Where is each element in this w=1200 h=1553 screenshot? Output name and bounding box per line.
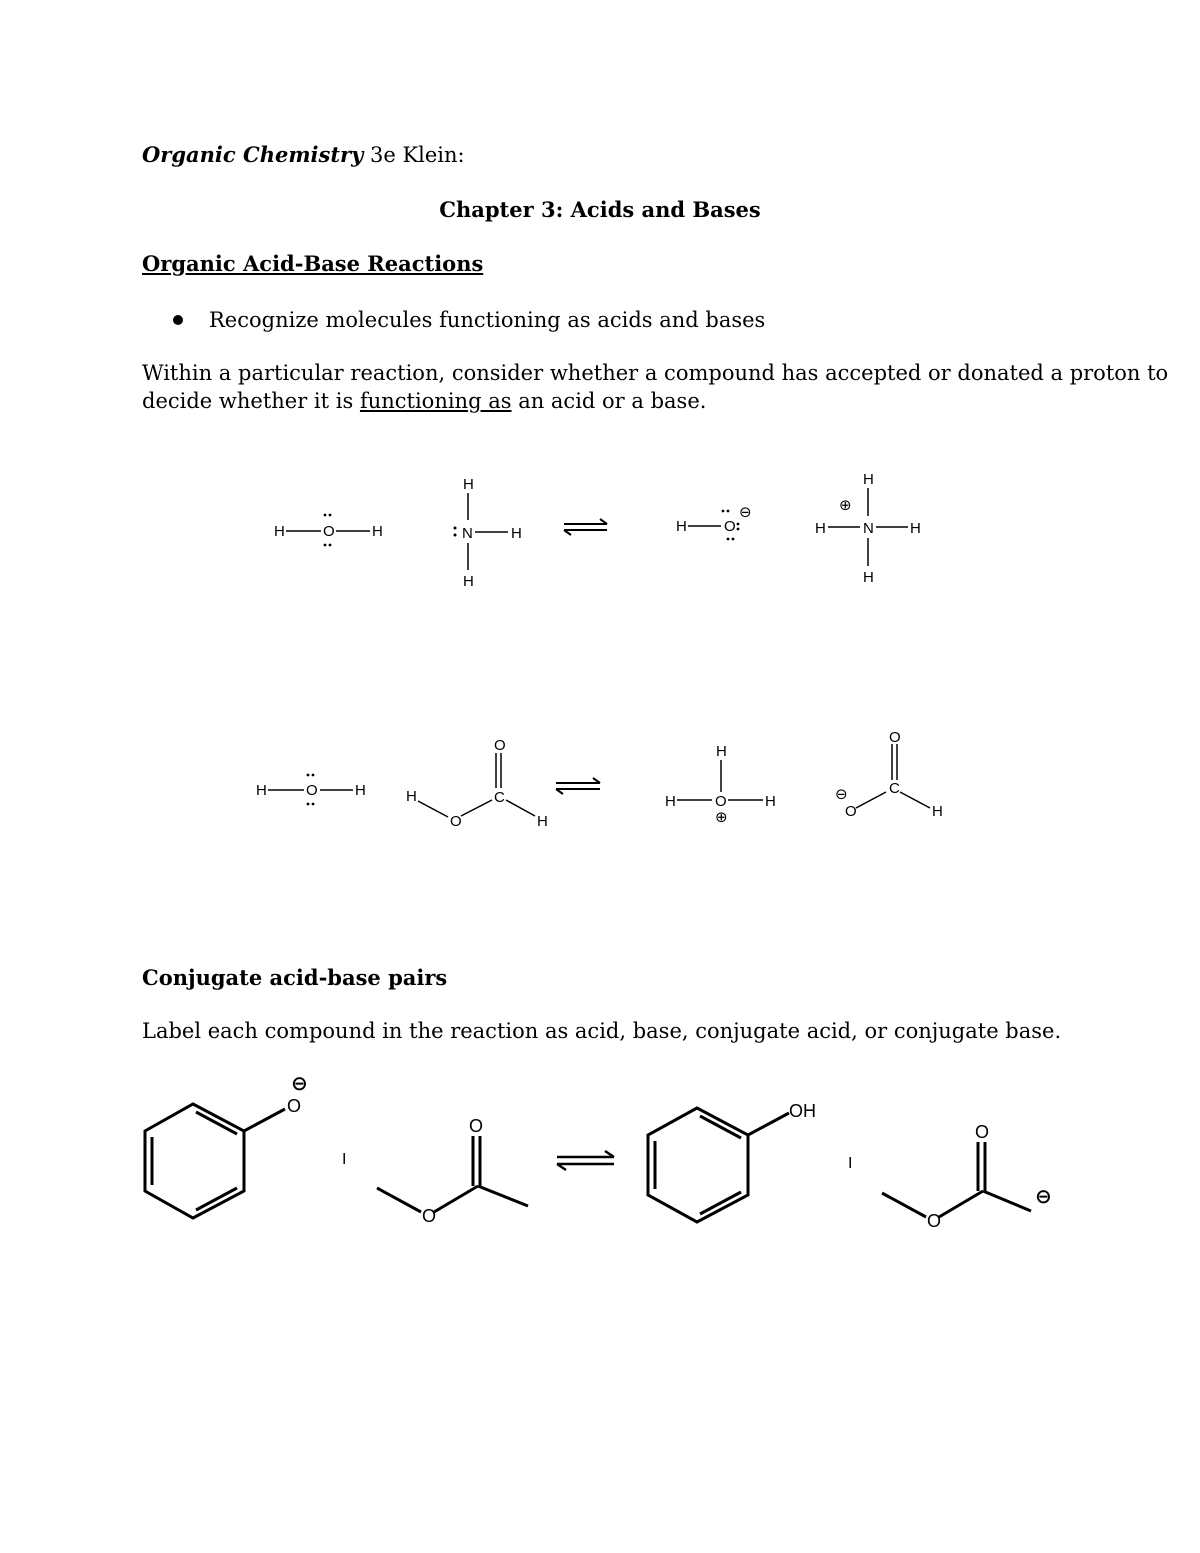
svg-text:C: C — [494, 789, 505, 806]
para-text-a: decide whether it is — [142, 389, 360, 413]
svg-text:H: H — [537, 813, 548, 830]
chapter-title: Chapter 3: Acids and Bases — [439, 197, 761, 222]
formic-acid-molecule — [406, 737, 548, 830]
svg-text:N: N — [863, 520, 874, 537]
svg-text:H: H — [274, 523, 285, 540]
svg-text:C: C — [889, 780, 900, 797]
minus-charge-icon: ⊖ — [739, 504, 752, 521]
svg-text:H: H — [676, 518, 687, 535]
section-heading-conjugate-pairs: Conjugate acid-base pairs — [142, 965, 448, 990]
water-molecule-1 — [274, 514, 383, 547]
svg-text:H: H — [355, 782, 366, 799]
svg-text:O: O — [927, 1211, 942, 1231]
svg-text:H: H — [372, 523, 383, 540]
svg-text:O: O — [975, 1122, 990, 1142]
paragraph-line-1: Within a particular reaction, consider whether a compound has accepted or donated a proton to — [142, 361, 1169, 385]
svg-text:O: O — [306, 782, 318, 799]
minus-charge-icon: ⊖ — [1035, 1186, 1052, 1208]
plus-charge-icon: ⊕ — [839, 497, 852, 514]
svg-text:H: H — [463, 573, 474, 590]
svg-text:H: H — [765, 793, 776, 810]
svg-text:H: H — [863, 471, 874, 488]
section-heading-acid-base-reactions: Organic Acid-Base Reactions — [142, 251, 484, 276]
phenoxide-labels — [287, 1073, 308, 1116]
svg-text:H: H — [815, 520, 826, 537]
svg-text:OH: OH — [789, 1101, 816, 1121]
svg-text:H: H — [463, 476, 474, 493]
book-title: Organic Chemistry — [142, 142, 364, 167]
svg-text:H: H — [511, 525, 522, 542]
svg-text:H: H — [910, 520, 921, 537]
svg-text:H: H — [863, 569, 874, 586]
plus-separator-2: I — [848, 1155, 853, 1172]
minus-charge-icon: ⊖ — [291, 1073, 308, 1095]
svg-text:O: O — [889, 729, 901, 746]
bullet-text: Recognize molecules functioning as acids and bases — [209, 308, 766, 332]
svg-text:N: N — [462, 525, 473, 542]
svg-text:H: H — [406, 788, 417, 805]
svg-text:O: O — [323, 523, 335, 540]
plus-separator-1: I — [342, 1151, 347, 1168]
underlined-phrase: functioning as — [359, 389, 512, 413]
svg-text:O: O — [715, 793, 727, 810]
svg-text:O: O — [450, 813, 462, 830]
minus-charge-icon: ⊖ — [835, 786, 848, 803]
svg-text:O: O — [724, 518, 736, 535]
svg-text:H: H — [716, 743, 727, 760]
svg-text:H: H — [932, 803, 943, 820]
svg-text:O: O — [469, 1116, 484, 1136]
svg-text:H: H — [256, 782, 267, 799]
svg-text:O: O — [287, 1096, 302, 1116]
svg-text:H: H — [665, 793, 676, 810]
book-edition: 3e Klein: — [363, 143, 465, 167]
ammonia-molecule — [454, 476, 522, 590]
plus-charge-icon: ⊕ — [715, 809, 728, 826]
svg-text:O: O — [422, 1206, 437, 1226]
instruction-text: Label each compound in the reaction as acid, base, conjugate acid, or conjugate base. — [142, 1019, 1062, 1043]
svg-text:O: O — [494, 737, 506, 754]
svg-text:O: O — [845, 803, 857, 820]
hydroxide-ion — [676, 504, 752, 540]
para-text-b: an acid or a base. — [511, 389, 707, 413]
phenol-labels — [789, 1101, 816, 1121]
